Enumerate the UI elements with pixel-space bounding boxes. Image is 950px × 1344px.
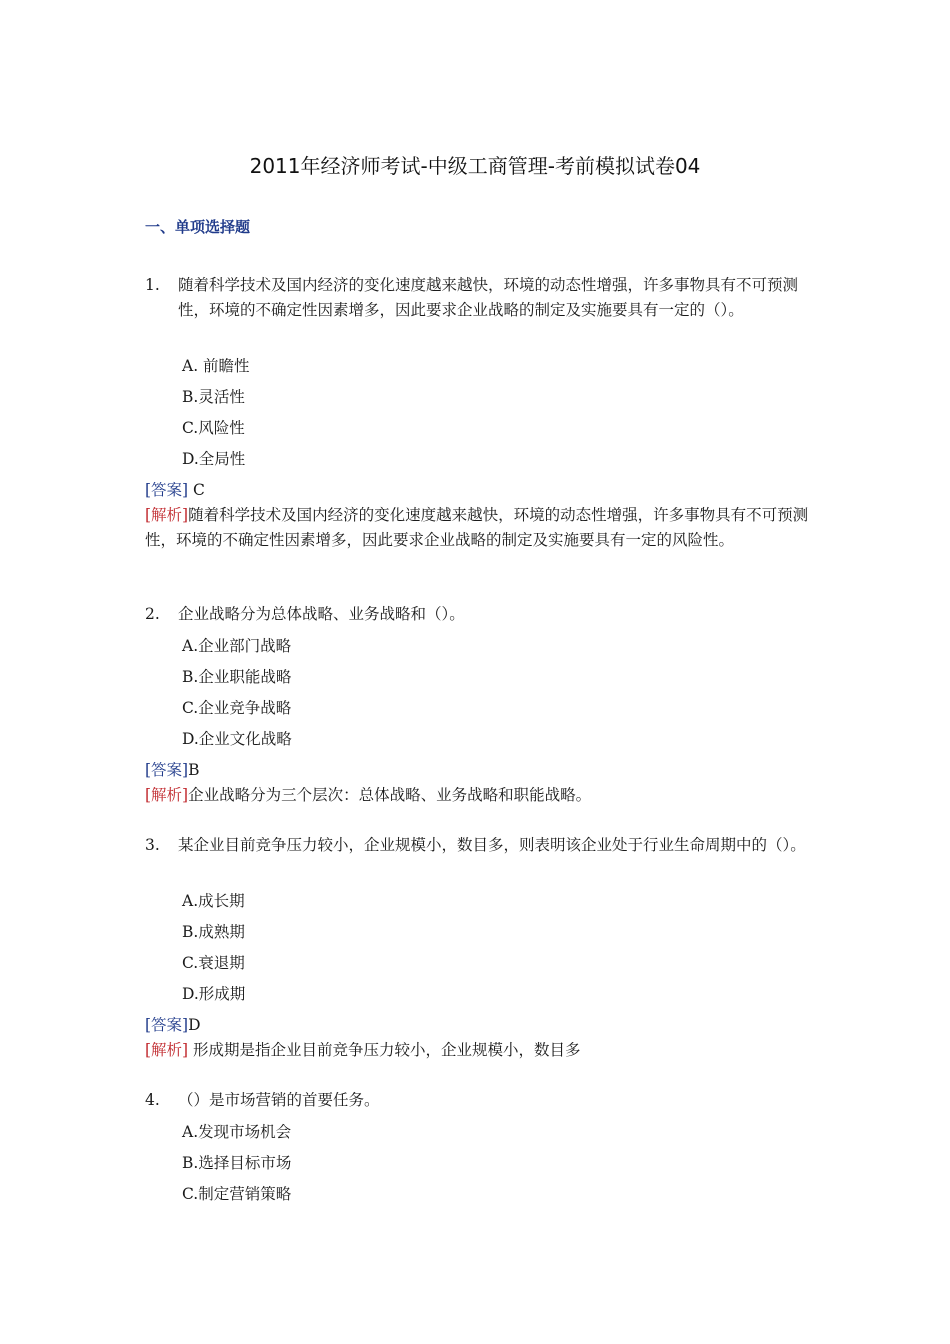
answer-value: C — [188, 481, 205, 499]
answer-line — [145, 1013, 810, 1038]
analysis-label: [解析] — [145, 1041, 189, 1059]
answer-line — [145, 758, 810, 783]
option-c: C.衰退期 — [182, 954, 245, 972]
option-c: C.制定营销策略 — [182, 1185, 292, 1203]
option-a: A.发现市场机会 — [182, 1123, 292, 1141]
question-text: 企业战略分为总体战略、业务战略和（）。 — [178, 605, 465, 623]
answer-value: B — [188, 761, 200, 779]
option-c: C.风险性 — [182, 419, 245, 437]
question-number: 4. — [145, 1091, 160, 1109]
option-a: A.成长期 — [182, 892, 245, 910]
answer-label: [答案] — [145, 481, 189, 499]
option-a: A. 前瞻性 — [182, 357, 250, 375]
option-b: B.企业职能战略 — [182, 668, 292, 686]
analysis-text: 形成期是指企业目前竞争压力较小，企业规模小，数目多 — [188, 1041, 581, 1059]
option-a: A.企业部门战略 — [182, 637, 292, 655]
analysis-text: 企业战略分为三个层次：总体战略、业务战略和职能战略。 — [188, 786, 592, 804]
option-d: D.形成期 — [182, 985, 246, 1003]
question-4 — [145, 1088, 810, 1113]
document-title: 2011年经济师考试-中级工商管理-考前模拟试卷04 — [249, 154, 701, 178]
answer-value: D — [188, 1016, 201, 1034]
analysis-block — [145, 1038, 810, 1063]
analysis-label: [解析] — [145, 786, 189, 804]
analysis-block — [145, 783, 810, 808]
question-2 — [145, 602, 810, 627]
question-3 — [145, 833, 810, 858]
question-number: 1. — [145, 276, 160, 294]
question-text: 某企业目前竞争压力较小，企业规模小，数目多，则表明该企业处于行业生命周期中的（）。 — [178, 836, 806, 854]
analysis-block — [145, 503, 810, 553]
option-b: B.成熟期 — [182, 923, 245, 941]
question-text: 随着科学技术及国内经济的变化速度越来越快，环境的动态性增强，许多事物具有不可预测性，环境的不确定性因素增多，因此要求企业战略的制定及实施要具有一定的（）。 — [178, 276, 799, 319]
option-c: C.企业竞争战略 — [182, 699, 292, 717]
question-1 — [145, 273, 810, 323]
option-b: B.灵活性 — [182, 388, 245, 406]
analysis-text: 随着科学技术及国内经济的变化速度越来越快，环境的动态性增强，许多事物具有不可预测性，环境的不确定性因素增多，因此要求企业战略的制定及实施要具有一定的风险性。 — [145, 506, 809, 549]
option-d: D.全局性 — [182, 450, 246, 468]
analysis-label: [解析] — [145, 506, 189, 524]
option-b: B.选择目标市场 — [182, 1154, 292, 1172]
answer-label: [答案] — [145, 1016, 189, 1034]
question-number: 2. — [145, 605, 160, 623]
section-heading: 一、单项选择题 — [145, 218, 251, 236]
question-number: 3. — [145, 836, 160, 854]
question-text: （）是市场营销的首要任务。 — [178, 1091, 380, 1109]
option-d: D.企业文化战略 — [182, 730, 292, 748]
answer-line — [145, 478, 810, 503]
answer-label: [答案] — [145, 761, 189, 779]
